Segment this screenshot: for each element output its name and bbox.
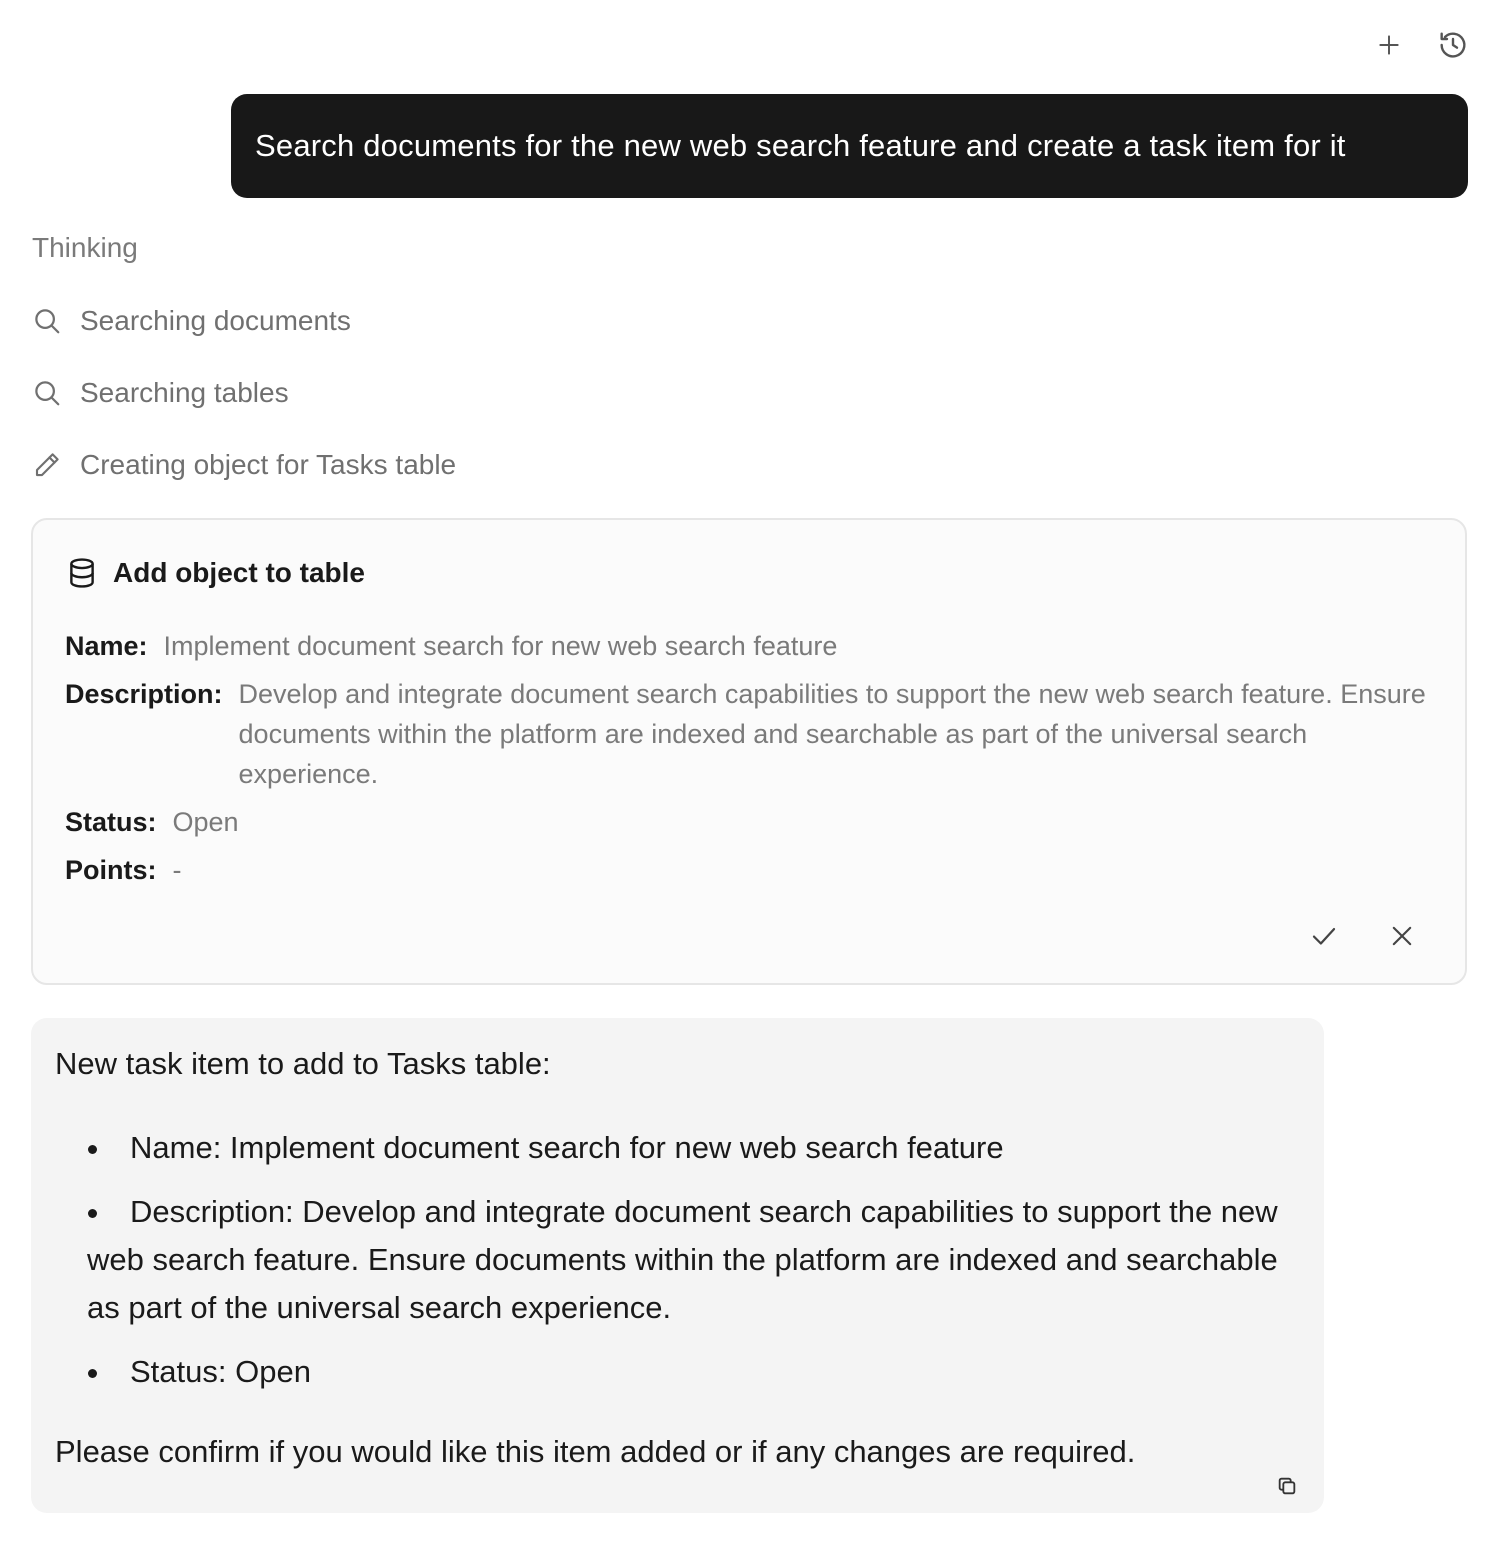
search-icon — [30, 304, 64, 338]
description-field — [65, 674, 1429, 794]
user-message-text: Search documents for the new web search feature and create a task item for it — [255, 128, 1346, 163]
top-actions — [1370, 26, 1472, 64]
history-icon — [1437, 29, 1469, 61]
reject-button[interactable] — [1383, 917, 1421, 955]
thinking-label[interactable]: Thinking — [32, 232, 138, 263]
step-searching-documents[interactable] — [30, 304, 351, 338]
user-message-bubble — [231, 94, 1468, 198]
pencil-icon — [30, 448, 64, 482]
description-label: Description: — [65, 679, 223, 709]
step-label: Searching documents — [80, 305, 351, 336]
history-button[interactable] — [1434, 26, 1472, 64]
confirm-button[interactable] — [1305, 917, 1343, 955]
close-icon — [1388, 922, 1416, 950]
copy-button[interactable] — [1274, 1473, 1300, 1499]
name-field — [65, 626, 837, 666]
assistant-closing: Please confirm if you would like this item added or if any changes are required. — [55, 1434, 1136, 1469]
step-label: Creating object for Tasks table — [80, 449, 457, 480]
assistant-intro: New task item to add to Tasks table: — [55, 1046, 551, 1081]
description-value: Develop and integrate document search capabilities to support the new web search feature. Ensure documents within the platform are indexed and searchable as part of the universal search experience. — [238, 679, 1426, 789]
list-item: Status: Open — [55, 1348, 1300, 1396]
card-title: Add object to table — [113, 557, 365, 588]
new-chat-button[interactable] — [1370, 26, 1408, 64]
status-label: Status: — [65, 807, 157, 837]
status-value: Open — [172, 807, 239, 837]
list-item: Description: Develop and integrate document search capabilities to support the new web search feature. Ensure documents within the platform are indexed and searchable as part of the universal search experience. — [55, 1188, 1300, 1332]
step-creating-object[interactable] — [30, 448, 456, 482]
task-bullet-list — [55, 1124, 1300, 1396]
step-label: Searching tables — [80, 377, 289, 408]
card-header — [65, 556, 365, 590]
status-field — [65, 802, 239, 842]
add-object-card — [31, 518, 1467, 985]
name-label: Name: — [65, 631, 148, 661]
card-actions — [1305, 917, 1421, 955]
points-field — [65, 850, 182, 890]
database-icon — [65, 556, 99, 590]
points-value: - — [172, 855, 182, 885]
step-searching-tables[interactable] — [30, 376, 289, 410]
check-icon — [1309, 921, 1339, 951]
name-value: Implement document search for new web search feature — [163, 631, 838, 661]
list-item: Name: Implement document search for new web search feature — [55, 1124, 1300, 1172]
copy-icon — [1276, 1475, 1298, 1497]
search-icon — [30, 376, 64, 410]
plus-icon — [1376, 32, 1402, 58]
points-label: Points: — [65, 855, 157, 885]
assistant-message-bubble — [31, 1018, 1324, 1513]
